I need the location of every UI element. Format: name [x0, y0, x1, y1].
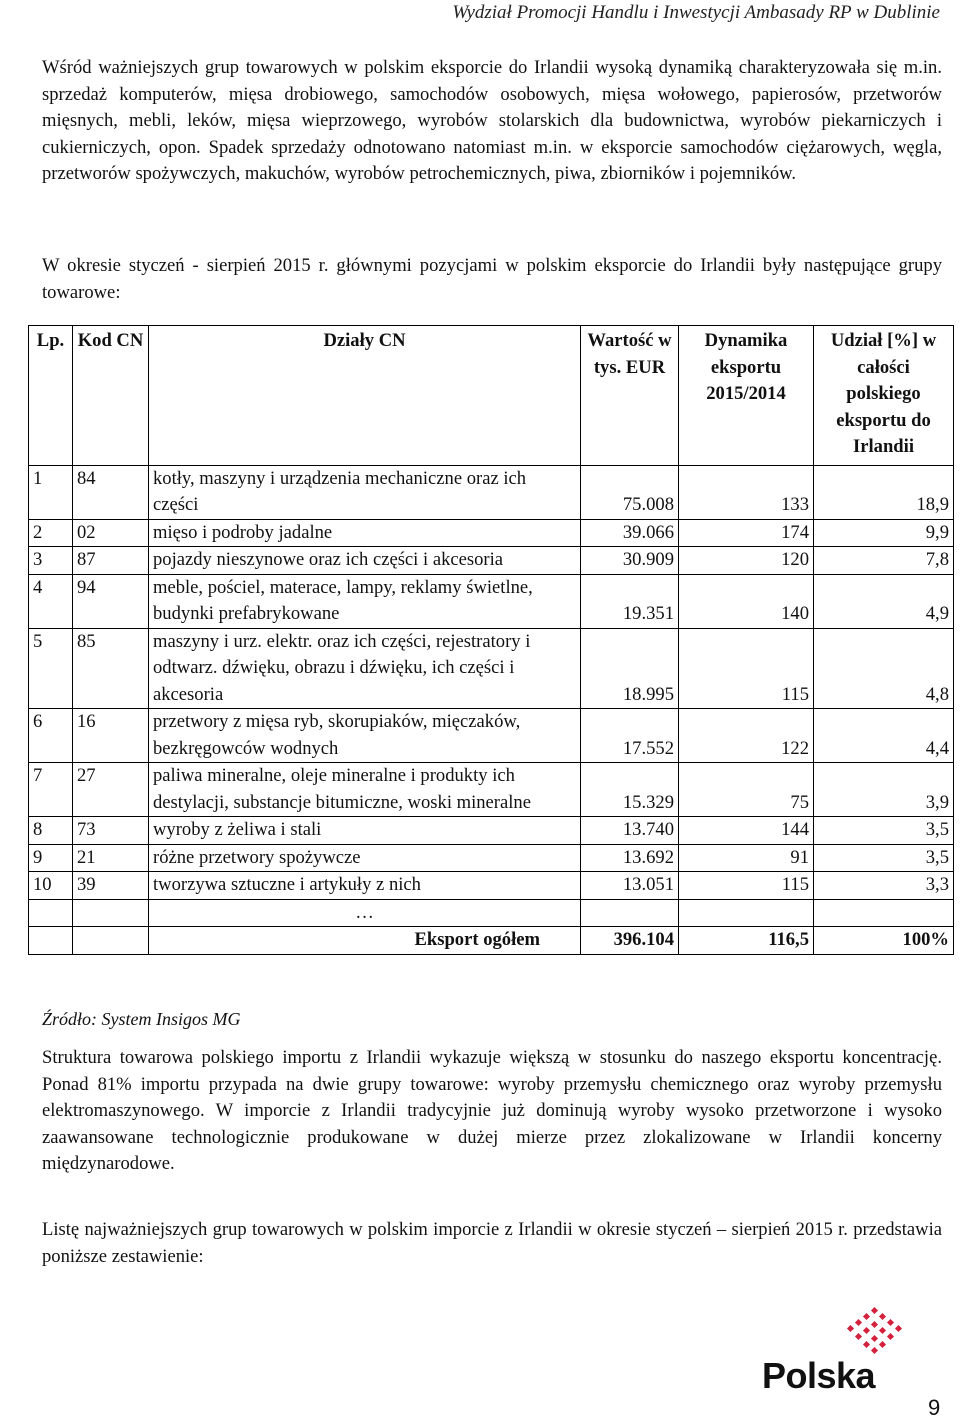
cell-share: 4,4 — [814, 709, 954, 763]
cell-lp: 1 — [29, 465, 73, 519]
empty-cell — [814, 899, 954, 927]
cell-lp: 7 — [29, 763, 73, 817]
cell-lp: 4 — [29, 574, 73, 628]
cell-dynamika: 174 — [679, 519, 814, 547]
cell-value: 19.351 — [581, 574, 679, 628]
cell-value: 17.552 — [581, 709, 679, 763]
paragraph-import-list-intro: Listę najważniejszych grup towarowych w polskim imporcie z Irlandii w okresie styczeń – sierpień 2015 r. przedstawia poniższe zestawienie: — [42, 1219, 942, 1267]
cell-share: 3,3 — [814, 872, 954, 900]
total-dynamika: 116,5 — [679, 927, 814, 955]
cell-share: 7,8 — [814, 547, 954, 575]
cell-value: 13.692 — [581, 844, 679, 872]
cell-kod: 84 — [73, 465, 149, 519]
cell-dynamika: 115 — [679, 628, 814, 709]
table-header-row — [29, 326, 954, 466]
cell-lp: 5 — [29, 628, 73, 709]
cell-kod: 16 — [73, 709, 149, 763]
table-row — [29, 519, 954, 547]
table-row — [29, 817, 954, 845]
cell-dynamika: 144 — [679, 817, 814, 845]
cell-name: paliwa mineralne, oleje mineralne i produkty ich destylacji, substancje bitumiczne, woski mineralne — [149, 763, 581, 817]
empty-cell — [29, 899, 73, 927]
cell-name: przetwory z mięsa ryb, skorupiaków, mięczaków, bezkręgowców wodnych — [149, 709, 581, 763]
cell-lp: 9 — [29, 844, 73, 872]
cell-dynamika: 115 — [679, 872, 814, 900]
header-kod: Kod CN — [73, 326, 149, 466]
table-row — [29, 872, 954, 900]
cell-dynamika: 91 — [679, 844, 814, 872]
cell-value: 13.740 — [581, 817, 679, 845]
header-dzialy: Działy CN — [149, 326, 581, 466]
empty-cell — [73, 927, 149, 955]
cell-name: mięso i podroby jadalne — [149, 519, 581, 547]
cell-name: różne przetwory spożywcze — [149, 844, 581, 872]
empty-cell — [73, 899, 149, 927]
table-row — [29, 763, 954, 817]
table-row-ellipsis — [29, 899, 954, 927]
cell-value: 75.008 — [581, 465, 679, 519]
empty-cell — [29, 927, 73, 955]
paragraph-export-dynamics: Wśród ważniejszych grup towarowych w polskim eksporcie do Irlandii wysoką dynamiką charakteryzowała się m.in. sprzedaż komputerów, mięsa drobiowego, samochodów osobowych, mięsa wołowego, papierosów, przetworów mięsnych, mebli, leków, mięsa wieprzowego, wyrobów stolarskich dla budownictwa, wyrobów piekarniczych i cukierniczych, opon. Spadek sprzedaży odnotowano natomiast m.in. w eksporcie samochodów ciężarowych, węgla, przetworów spożywczych, makuchów, wyrobów petrochemicznych, piwa, zbiorników i pojemników. — [42, 57, 942, 184]
total-share: 100% — [814, 927, 954, 955]
cell-name: wyroby z żeliwa i stali — [149, 817, 581, 845]
paragraph-main-positions: W okresie styczeń - sierpień 2015 r. głównymi pozycjami w polskim eksporcie do Irlandii były następujące grupy towarowe: — [42, 255, 942, 303]
ellipsis-cell: … — [149, 899, 581, 927]
page-number: 9 — [928, 1395, 941, 1420]
cell-dynamika: 140 — [679, 574, 814, 628]
cell-lp: 6 — [29, 709, 73, 763]
empty-cell — [581, 899, 679, 927]
table-row — [29, 628, 954, 709]
cell-value: 15.329 — [581, 763, 679, 817]
total-label: Eksport ogółem — [149, 927, 581, 955]
cell-dynamika: 75 — [679, 763, 814, 817]
header-lp: Lp. — [29, 326, 73, 466]
source-note: Źródło: System Insigos MG — [42, 1009, 241, 1029]
cell-kod: 73 — [73, 817, 149, 845]
cell-name: meble, pościel, materace, lampy, reklamy świetlne, budynki prefabrykowane — [149, 574, 581, 628]
cell-value: 39.066 — [581, 519, 679, 547]
cell-lp: 3 — [29, 547, 73, 575]
cell-kod: 85 — [73, 628, 149, 709]
cell-value: 18.995 — [581, 628, 679, 709]
header-dynamika: Dynamika eksportu 2015/2014 — [679, 326, 814, 466]
header-wartosc: Wartość w tys. EUR — [581, 326, 679, 466]
polska-logo-text: Polska — [762, 1355, 876, 1396]
cell-kod: 27 — [73, 763, 149, 817]
page-header: Wydział Promocji Handlu i Inwestycji Ambasady RP w Dublinie — [452, 2, 940, 23]
cell-kod: 94 — [73, 574, 149, 628]
cell-lp: 10 — [29, 872, 73, 900]
cell-dynamika: 120 — [679, 547, 814, 575]
cell-kod: 39 — [73, 872, 149, 900]
cell-kod: 02 — [73, 519, 149, 547]
cell-dynamika: 122 — [679, 709, 814, 763]
table-row — [29, 709, 954, 763]
table-row — [29, 574, 954, 628]
total-value: 396.104 — [581, 927, 679, 955]
cell-name: tworzywa sztuczne i artykuły z nich — [149, 872, 581, 900]
cell-value: 30.909 — [581, 547, 679, 575]
table-row — [29, 547, 954, 575]
cell-share: 4,9 — [814, 574, 954, 628]
cell-share: 9,9 — [814, 519, 954, 547]
cell-kod: 87 — [73, 547, 149, 575]
cell-lp: 8 — [29, 817, 73, 845]
header-udzial: Udział [%] w całości polskiego eksportu do Irlandii — [814, 326, 954, 466]
paragraph-import-structure: Struktura towarowa polskiego importu z Irlandii wykazuje większą w stosunku do naszego eksportu koncentrację. Ponad 81% importu przypada na dwie grupy towarowe: wyroby przemysłu chemicznego oraz wyroby przemysłu elektromaszynowego. W imporcie z Irlandii tradycyjnie już dominują wyroby wysoko przetworzone i wysoko zaawansowane technologicznie produkowane w dużej mierze przez zlokalizowane w Irlandii koncerny międzynarodowe. — [42, 1047, 942, 1174]
cell-share: 3,5 — [814, 844, 954, 872]
cell-share: 3,9 — [814, 763, 954, 817]
cell-kod: 21 — [73, 844, 149, 872]
cell-lp: 2 — [29, 519, 73, 547]
export-table — [28, 325, 954, 955]
table-row — [29, 465, 954, 519]
cell-share: 3,5 — [814, 817, 954, 845]
cell-name: maszyny i urz. elektr. oraz ich części, rejestratory i odtwarz. dźwięku, obrazu i dźwięku, ich części i akcesoria — [149, 628, 581, 709]
cell-name: pojazdy nieszynowe oraz ich części i akcesoria — [149, 547, 581, 575]
cell-share: 4,8 — [814, 628, 954, 709]
empty-cell — [679, 899, 814, 927]
cell-value: 13.051 — [581, 872, 679, 900]
table-row — [29, 844, 954, 872]
table-total-row — [29, 927, 954, 955]
cell-share: 18,9 — [814, 465, 954, 519]
cell-dynamika: 133 — [679, 465, 814, 519]
cell-name: kotły, maszyny i urządzenia mechaniczne oraz ich części — [149, 465, 581, 519]
